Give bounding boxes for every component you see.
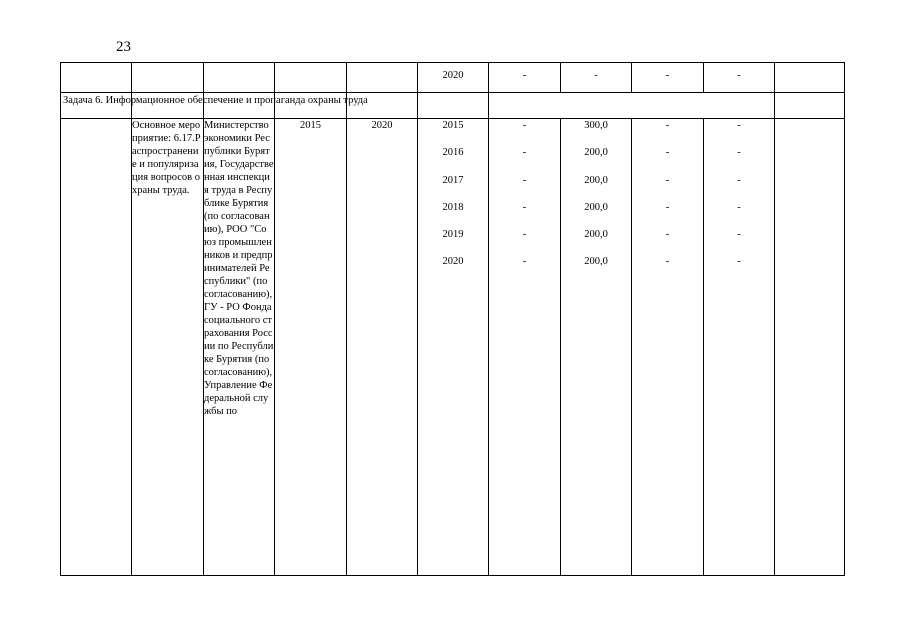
table-cell xyxy=(275,63,347,93)
task-cell xyxy=(418,93,489,119)
value-item: - xyxy=(522,147,527,159)
years-column xyxy=(418,119,489,576)
program-table xyxy=(60,62,845,576)
values-column-b xyxy=(561,119,632,576)
year-item: 2019 xyxy=(442,229,464,241)
activity-end-year: 2020 xyxy=(347,119,418,576)
value-cell: - xyxy=(489,63,561,93)
page-number: 23 xyxy=(116,39,131,55)
value-item: - xyxy=(737,120,741,131)
value-item: 200,0 xyxy=(584,256,608,268)
value-item: - xyxy=(737,256,741,268)
values-column-c xyxy=(632,119,704,576)
value-item: - xyxy=(522,120,527,131)
table-row-activity xyxy=(61,119,845,576)
values-column-a xyxy=(489,119,561,576)
value-item: - xyxy=(665,120,670,131)
task-cell xyxy=(489,93,775,119)
year-item: 2016 xyxy=(442,147,464,159)
value-item: - xyxy=(737,229,741,241)
table-cell xyxy=(775,93,845,119)
value-item: - xyxy=(665,256,670,268)
table-cell xyxy=(61,63,132,93)
value-item: - xyxy=(665,147,670,159)
value-item: 200,0 xyxy=(584,147,608,159)
value-item: - xyxy=(522,256,527,268)
task-label: Задача 6. Информационное обеспечение и пропаганда охраны труда xyxy=(63,95,368,106)
table-cell xyxy=(347,63,418,93)
activity-name: Основное мероприятие: 6.17.Распространение и популяризация вопросов охраны труда. xyxy=(132,119,204,576)
year-item: 2018 xyxy=(442,201,464,213)
value-item: - xyxy=(665,201,670,213)
table-cell xyxy=(132,63,204,93)
value-item: - xyxy=(737,147,741,159)
value-cell: - xyxy=(561,63,632,93)
value-item: 200,0 xyxy=(584,201,608,213)
value-item: - xyxy=(737,201,741,213)
value-item: - xyxy=(522,229,527,241)
activity-start-year: 2015 xyxy=(275,119,347,576)
value-item: 200,0 xyxy=(584,174,608,186)
value-cell: - xyxy=(704,63,775,93)
value-item: - xyxy=(522,174,527,186)
value-item: - xyxy=(665,174,670,186)
value-item: - xyxy=(737,174,741,186)
table-cell xyxy=(204,63,275,93)
value-item: 300,0 xyxy=(584,120,608,131)
value-item: - xyxy=(522,201,527,213)
table-row-continuation xyxy=(61,63,845,93)
year-item: 2020 xyxy=(442,256,464,268)
values-column-d xyxy=(704,119,775,576)
activity-executors: Министерство экономики Республики Бурятия, Государственная инспекция труда в Республике Бурятия (по согласованию), РОО "Союз промышленников и предпринимателей Республики" (по согласованию), ГУ - РО Фонда социального страхования России по Республике Бурятия (по согласованию), Управление Федеральной службы по xyxy=(204,119,275,576)
year-item: 2015 xyxy=(442,120,464,131)
value-cell: - xyxy=(632,63,704,93)
table-cell xyxy=(61,119,132,576)
table-cell xyxy=(775,63,845,93)
year-cell: 2020 xyxy=(418,63,489,93)
value-item: 200,0 xyxy=(584,229,608,241)
table-cell xyxy=(775,119,845,576)
year-item: 2017 xyxy=(442,174,464,186)
value-item: - xyxy=(665,229,670,241)
